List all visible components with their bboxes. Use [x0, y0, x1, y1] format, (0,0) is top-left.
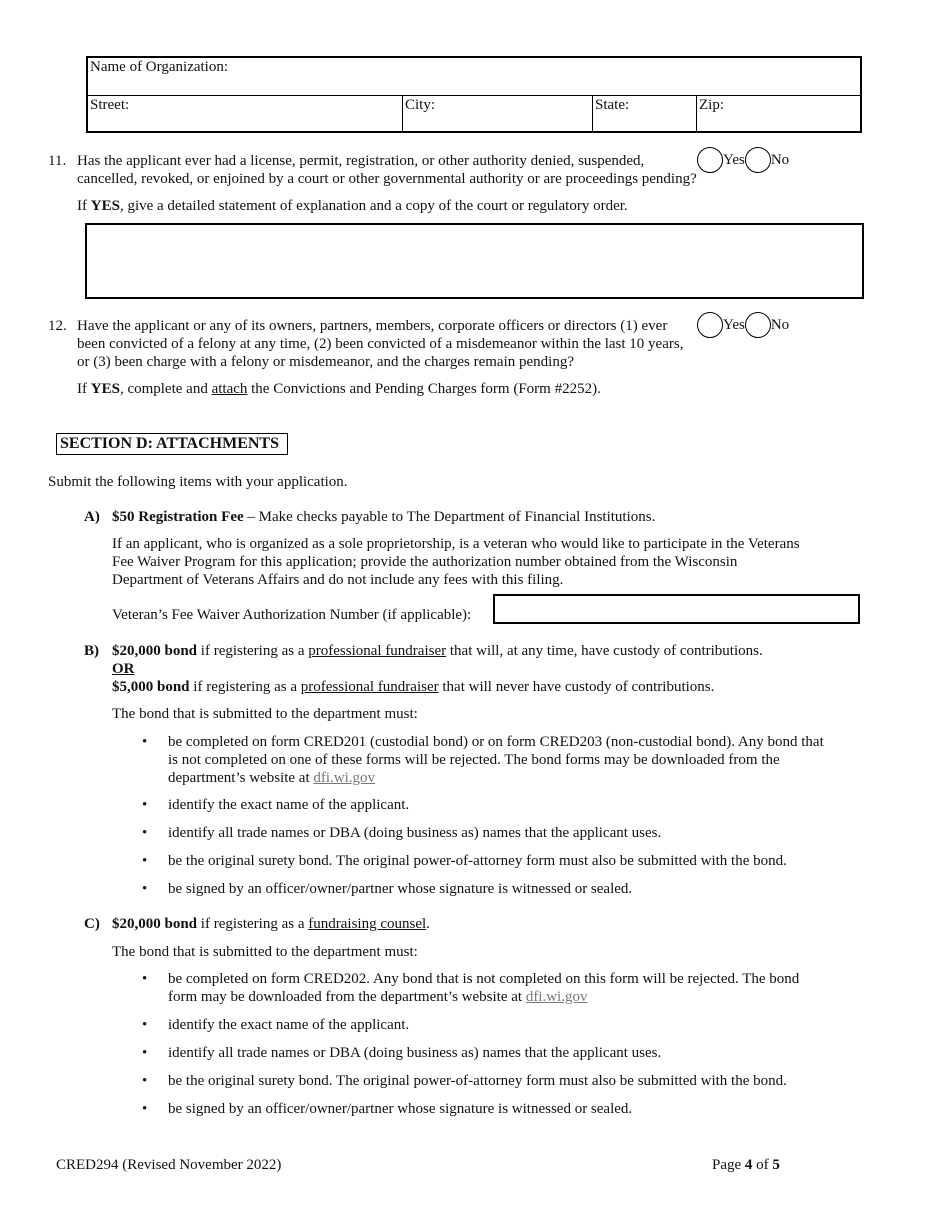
item-c-letter: C) — [84, 916, 100, 932]
org-name-field[interactable] — [88, 58, 860, 95]
q11-if-text: , give a detailed statement of explanation and a copy of the court or regulatory order. — [119, 198, 628, 214]
q11-number: 11. — [48, 153, 67, 169]
item-b-text2b: that will never have custody of contributions. — [438, 679, 715, 695]
page-of: of — [752, 1157, 773, 1173]
item-a-para-line2: Fee Waiver Program for this application; provide the authorization number obtained from the Wisconsin — [112, 554, 738, 570]
organization-table — [86, 56, 862, 133]
item-b-line1 — [112, 642, 763, 660]
item-c-bullet1-dot: • — [142, 971, 148, 987]
item-c-bullet5: be signed by an officer/owner/partner whose signature is witnessed or sealed. — [168, 1101, 633, 1117]
item-a-bold: $50 Registration Fee — [112, 509, 244, 525]
item-b-underline2: professional fundraiser — [300, 679, 439, 695]
q12-text-line1: Have the applicant or any of its owners, partners, members, corporate officers or directors (1) ever — [77, 318, 668, 334]
q12-attach-word: attach — [211, 381, 248, 397]
item-b-website-link[interactable]: dfi.wi.gov — [313, 770, 376, 786]
item-c-bullet2-dot: • — [142, 1017, 148, 1033]
waiver-number-input[interactable] — [493, 594, 860, 624]
page-prefix: Page — [712, 1157, 745, 1173]
q11-yes-radio[interactable] — [697, 147, 723, 173]
q11-yes-bold: YES — [90, 198, 120, 214]
q12-if-end: the Convictions and Pending Charges form (Form #2252). — [247, 381, 601, 397]
page-total: 5 — [772, 1157, 780, 1173]
item-b-bullet2-dot: • — [142, 797, 148, 813]
item-c-underline: fundraising counsel — [308, 916, 427, 932]
item-c-bullet3-dot: • — [142, 1045, 148, 1061]
q12-answer-group — [697, 312, 789, 338]
street-field[interactable] — [88, 96, 402, 133]
item-b-bullet4-dot: • — [142, 853, 148, 869]
q11-explanation-textarea[interactable] — [85, 223, 864, 299]
item-b-text2a: if registering as a — [189, 679, 301, 695]
item-b-bold2: $5,000 bond — [112, 679, 190, 695]
q11-no-radio[interactable] — [745, 147, 771, 173]
footer-page-number — [712, 1156, 780, 1174]
item-b-bullet1-text3: department’s website at — [168, 770, 314, 786]
item-c-bullet1-text2: form may be downloaded from the department’s website at — [168, 989, 526, 1005]
zip-field[interactable] — [696, 96, 860, 133]
item-b-bullet4: be the original surety bond. The original power-of-attorney form must also be submitted with the bond. — [168, 853, 787, 869]
q12-if-prefix: If — [77, 381, 91, 397]
item-b-or: OR — [112, 661, 135, 677]
q11-no-label: No — [770, 151, 790, 168]
q12-no-label: No — [770, 316, 790, 333]
item-b-text1b: that will, at any time, have custody of contributions. — [446, 643, 763, 659]
item-a-heading — [112, 508, 655, 526]
item-a-para-line1: If an applicant, who is organized as a sole proprietorship, is a veteran who would like to participate in the Veterans — [112, 536, 800, 552]
item-b-text1a: if registering as a — [197, 643, 309, 659]
org-name-label: Name of Organization: — [90, 59, 229, 75]
item-b-bullet2: identify the exact name of the applicant. — [168, 797, 410, 813]
state-label: State: — [595, 97, 630, 113]
item-a-text: – Make checks payable to The Department of Financial Institutions. — [243, 509, 656, 525]
item-c-bullet3: identify all trade names or DBA (doing business as) names that the applicant uses. — [168, 1045, 662, 1061]
item-b-must: The bond that is submitted to the department must: — [112, 706, 418, 722]
q12-text-line3: or (3) been charge with a felony or misdemeanor, and the charges remain pending? — [77, 354, 574, 370]
item-c-heading — [112, 915, 430, 933]
city-label: City: — [405, 97, 436, 113]
item-b-bullet3: identify all trade names or DBA (doing business as) names that the applicant uses. — [168, 825, 662, 841]
q12-yes-label: Yes — [723, 316, 745, 333]
section-d-title: SECTION D: ATTACHMENTS — [56, 433, 288, 455]
q11-if-prefix: If — [77, 198, 91, 214]
footer-form-id: CRED294 (Revised November 2022) — [56, 1157, 282, 1173]
item-b-bullet5-dot: • — [142, 881, 148, 897]
item-c-bullet4: be the original surety bond. The original power-of-attorney form must also be submitted with the bond. — [168, 1073, 787, 1089]
item-b-letter: B) — [84, 643, 99, 659]
page-current: 4 — [744, 1157, 753, 1173]
item-b-bullet1-dot: • — [142, 734, 148, 750]
q11-yes-label: Yes — [723, 151, 745, 168]
item-c-text-b: . — [426, 916, 430, 932]
item-b-bold1: $20,000 bond — [112, 643, 198, 659]
item-c-text-a: if registering as a — [197, 916, 309, 932]
org-address-row — [88, 96, 860, 133]
q11-answer-group — [697, 147, 789, 173]
q11-text-line2: cancelled, revoked, or enjoined by a court or other governmental authority or are proceedings pending? — [77, 171, 697, 187]
q11-text-line1: Has the applicant ever had a license, permit, registration, or other authority denied, suspended, — [77, 153, 645, 169]
item-b-line2 — [112, 678, 714, 696]
item-c-bold: $20,000 bond — [112, 916, 198, 932]
item-c-bullet5-dot: • — [142, 1101, 148, 1117]
section-d-intro: Submit the following items with your application. — [48, 474, 348, 490]
zip-label: Zip: — [699, 97, 724, 113]
city-field[interactable] — [402, 96, 592, 133]
item-b-bullet3-dot: • — [142, 825, 148, 841]
q11-if-yes — [77, 197, 628, 215]
item-c-bullet1-line1: be completed on form CRED202. Any bond that is not completed on this form will be rejected. The bond — [168, 971, 800, 987]
item-a-para-line3: Department of Veterans Affairs and do not include any fees with this filing. — [112, 572, 564, 588]
q12-if-yes — [77, 380, 601, 398]
q12-yes-bold: YES — [90, 381, 120, 397]
q12-text-line2: been convicted of a felony at any time, (2) been convicted of a misdemeanor within the last 10 years, — [77, 336, 684, 352]
q12-number: 12. — [48, 318, 67, 334]
item-b-bullet5: be signed by an officer/owner/partner whose signature is witnessed or sealed. — [168, 881, 633, 897]
item-c-must: The bond that is submitted to the department must: — [112, 944, 418, 960]
item-b-bullet1-line1: be completed on form CRED201 (custodial bond) or on form CRED203 (non-custodial bond). Any bond that — [168, 734, 824, 750]
street-label: Street: — [90, 97, 130, 113]
state-field[interactable] — [592, 96, 696, 133]
item-b-bullet1-line2: is not completed on one of these forms will be rejected. The bond forms may be downloaded from the — [168, 752, 780, 768]
waiver-number-label: Veteran’s Fee Waiver Authorization Number (if applicable): — [112, 607, 472, 623]
item-b-underline1: professional fundraiser — [308, 643, 447, 659]
q12-yes-radio[interactable] — [697, 312, 723, 338]
item-c-bullet4-dot: • — [142, 1073, 148, 1089]
item-c-bullet2: identify the exact name of the applicant. — [168, 1017, 410, 1033]
item-c-bullet1-line2 — [168, 988, 587, 1006]
q12-if-mid: , complete and — [119, 381, 212, 397]
item-c-website-link[interactable]: dfi.wi.gov — [525, 989, 588, 1005]
item-a-letter: A) — [84, 509, 100, 525]
q12-no-radio[interactable] — [745, 312, 771, 338]
org-name-row — [88, 58, 860, 96]
item-b-bullet1-line3 — [168, 769, 375, 787]
